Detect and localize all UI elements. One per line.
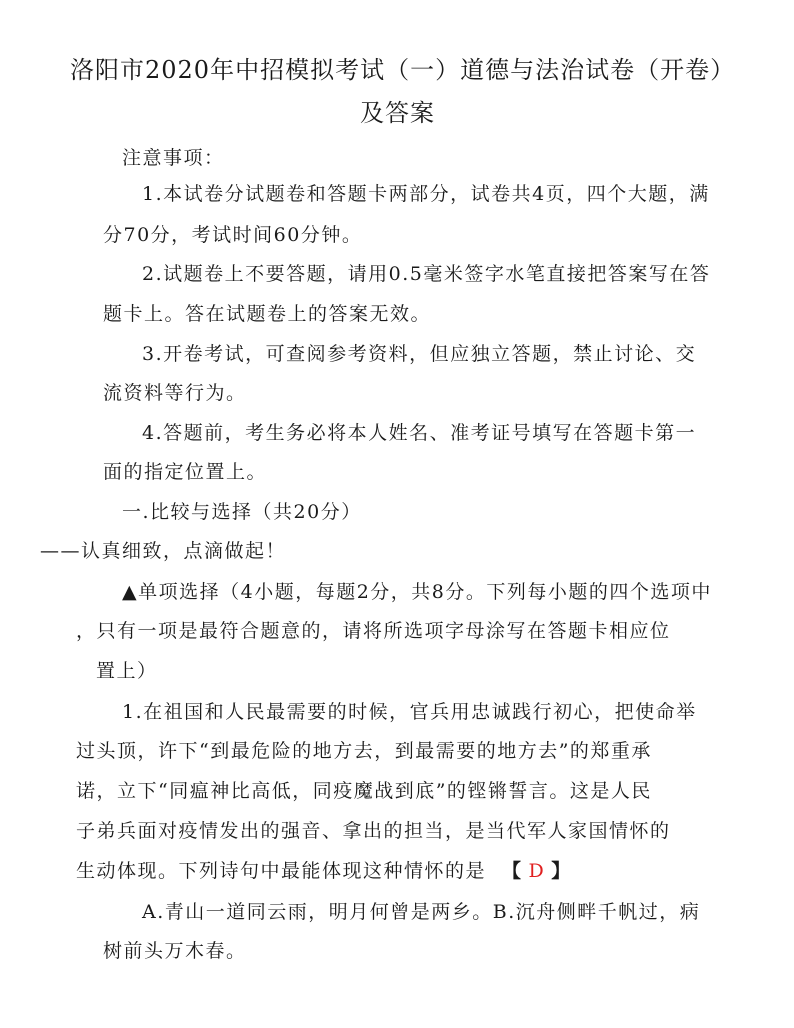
instructions-line-3: 置上） (96, 660, 158, 682)
notice-item-1-line-1: 1.本试卷分试题卷和答题卡两部分，试卷共4页，四个大题，满 (142, 183, 710, 205)
notice-item-2-line-2: 题卡上。答在试题卷上的答案无效。 (103, 303, 432, 325)
answer-bracket-close: 】 (551, 860, 572, 882)
notice-item-3-line-2: 流资料等行为。 (103, 382, 247, 404)
notice-item-3-line-1: 3.开卷考试，可查阅参考资料，但应独立答题，禁止讨论、交 (142, 343, 697, 365)
section-motto: ——认真细致，点滴做起！ (40, 540, 287, 562)
instructions-line-1: ▲单项选择（4小题，每题2分，共8分。下列每小题的四个选项中 (122, 581, 712, 603)
notice-item-4-line-2: 面的指定位置上。 (103, 461, 268, 483)
document-title-line-2: 及答案 (360, 99, 435, 127)
answer-bracket-open: 【 (502, 860, 523, 882)
question-1-line-2: 过头顶，许下“到最危险的地方去，到最需要的地方去”的郑重承 (76, 740, 652, 762)
question-1-stem-end: 生动体现。下列诗句中最能体现这种情怀的是 (76, 860, 487, 882)
question-1-options-line-2: 树前头万木春。 (103, 940, 247, 962)
question-1-line-4: 子弟兵面对疫情发出的强音、拿出的担当，是当代军人家国情怀的 (76, 820, 671, 842)
section-heading: 一.比较与选择（共20分） (122, 501, 362, 523)
answer-letter: D (528, 860, 546, 882)
instructions-line-2: ，只有一项是最符合题意的，请将所选项字母涂写在答题卡相应位 (76, 620, 671, 642)
question-1-options-line-1: A.青山一道同云雨，明月何曾是两乡。B.沉舟侧畔千帆过，病 (142, 901, 701, 923)
document-title-line-1: 洛阳市2020年中招模拟考试（一）道德与法治试卷（开卷） (70, 56, 736, 84)
notice-item-4-line-1: 4.答题前，考生务必将本人姓名、准考证号填写在答题卡第一 (142, 422, 697, 444)
notice-item-2-line-1: 2.试题卷上不要答题，请用0.5毫米签字水笔直接把答案写在答 (142, 263, 711, 285)
question-1-line-5 (76, 862, 572, 881)
notice-heading: 注意事项： (122, 147, 225, 169)
question-1-line-1: 1.在祖国和人民最需要的时候，官兵用忠诚践行初心，把使命举 (122, 701, 697, 723)
question-1-line-3: 诺，立下“同瘟神比高低，同疫魔战到底”的铿锵誓言。这是人民 (76, 780, 652, 802)
notice-item-1-line-2: 分70分，考试时间60分钟。 (103, 224, 363, 246)
